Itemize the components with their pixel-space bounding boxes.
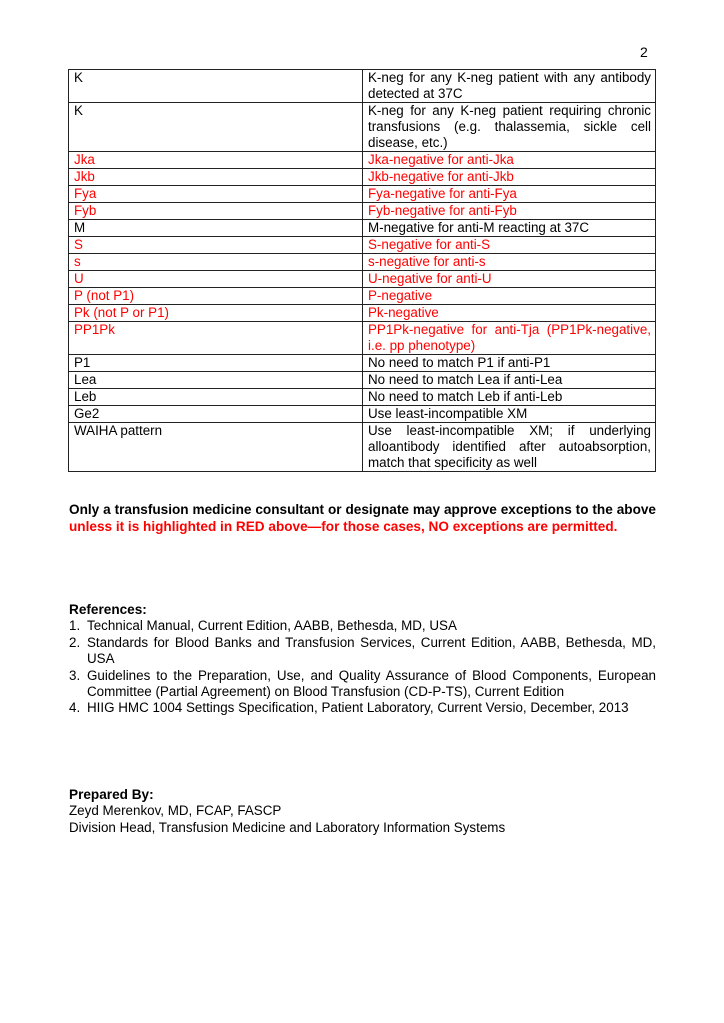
table-row	[69, 288, 656, 305]
requirement-cell: PP1Pk-negative for anti-Tja (PP1Pk-negative, i.e. pp phenotype)	[363, 322, 656, 355]
antigen-cell: K	[69, 70, 363, 103]
requirement-cell: K-neg for any K-neg patient with any antibody detected at 37C	[363, 70, 656, 103]
antigen-cell: WAIHA pattern	[69, 423, 363, 472]
table-row	[69, 372, 656, 389]
table-row	[69, 355, 656, 372]
antigen-matching-table	[68, 69, 656, 472]
table-row	[69, 152, 656, 169]
table-row	[69, 186, 656, 203]
antigen-cell: Fya	[69, 186, 363, 203]
reference-item	[69, 700, 656, 716]
antigen-cell: s	[69, 254, 363, 271]
requirement-cell: s-negative for anti-s	[363, 254, 656, 271]
requirement-cell: No need to match Lea if anti-Lea	[363, 372, 656, 389]
references-heading: References:	[69, 602, 147, 617]
antigen-cell: Lea	[69, 372, 363, 389]
reference-text: HIIG HMC 1004 Settings Specification, Patient Laboratory, Current Versio, December, 2013	[87, 700, 629, 716]
requirement-cell: M-negative for anti-M reacting at 37C	[363, 220, 656, 237]
requirement-cell: No need to match Leb if anti-Leb	[363, 389, 656, 406]
page-number: 2	[640, 44, 648, 60]
requirement-cell: No need to match P1 if anti-P1	[363, 355, 656, 372]
author-name: Zeyd Merenkov, MD, FCAP, FASCP	[69, 803, 282, 819]
reference-item	[69, 668, 656, 701]
requirement-cell: Fyb-negative for anti-Fyb	[363, 203, 656, 220]
antigen-cell: U	[69, 271, 363, 288]
note-highlighted-text: unless it is highlighted in RED above—for those cases, NO exceptions are permitted.	[69, 519, 618, 534]
table-row	[69, 237, 656, 254]
antigen-cell: Pk (not P or P1)	[69, 305, 363, 322]
table-row	[69, 220, 656, 237]
requirement-cell: Fya-negative for anti-Fya	[363, 186, 656, 203]
reference-item	[69, 635, 656, 668]
requirement-cell: S-negative for anti-S	[363, 237, 656, 254]
requirement-cell: Jka-negative for anti-Jka	[363, 152, 656, 169]
table-body	[69, 70, 656, 472]
antigen-cell: Ge2	[69, 406, 363, 423]
exceptions-note	[69, 501, 656, 535]
antigen-cell: Leb	[69, 389, 363, 406]
requirement-cell: Jkb-negative for anti-Jkb	[363, 169, 656, 186]
author-title: Division Head, Transfusion Medicine and Laboratory Information Systems	[69, 819, 506, 835]
requirement-cell: Use least-incompatible XM; if underlying alloantibody identified after autoabsorption, match that specificity as well	[363, 423, 656, 472]
prepared-by-section	[69, 787, 656, 836]
table-row	[69, 389, 656, 406]
prepared-by-heading: Prepared By:	[69, 787, 154, 802]
reference-text: Technical Manual, Current Edition, AABB, Bethesda, MD, USA	[87, 618, 457, 634]
reference-number: 2.	[69, 634, 81, 650]
reference-number: 3.	[69, 667, 81, 683]
table-row	[69, 406, 656, 423]
reference-number: 4.	[69, 700, 81, 716]
antigen-cell: K	[69, 103, 363, 152]
requirement-cell: Pk-negative	[363, 305, 656, 322]
requirement-cell: P-negative	[363, 288, 656, 305]
antigen-cell: Fyb	[69, 203, 363, 220]
requirement-cell: U-negative for anti-U	[363, 271, 656, 288]
requirement-cell: Use least-incompatible XM	[363, 406, 656, 423]
table-row	[69, 423, 656, 472]
table-row	[69, 70, 656, 103]
reference-text: Guidelines to the Preparation, Use, and Quality Assurance of Blood Components, European Committee (Partial Agreement) on Blood Transfusion (CD-P-TS), Current Edition	[87, 667, 656, 700]
antigen-cell: S	[69, 237, 363, 254]
table-row	[69, 203, 656, 220]
requirement-cell: K-neg for any K-neg patient requiring chronic transfusions (e.g. thalassemia, sickle cell disease, etc.)	[363, 103, 656, 152]
antigen-cell: Jka	[69, 152, 363, 169]
references-list	[69, 618, 656, 716]
table-row	[69, 322, 656, 355]
antigen-cell: PP1Pk	[69, 322, 363, 355]
note-text: Only a transfusion medicine consultant or designate may approve exceptions to the above	[69, 502, 656, 517]
reference-number: 1.	[69, 618, 81, 634]
table-row	[69, 305, 656, 322]
reference-item	[69, 618, 656, 634]
table-row	[69, 271, 656, 288]
reference-text: Standards for Blood Banks and Transfusion Services, Current Edition, AABB, Bethesda, MD, USA	[87, 634, 656, 667]
references-section	[69, 602, 656, 717]
antigen-cell: P1	[69, 355, 363, 372]
antigen-cell: Jkb	[69, 169, 363, 186]
table-row	[69, 169, 656, 186]
table-row	[69, 254, 656, 271]
table-row	[69, 103, 656, 152]
antigen-cell: M	[69, 220, 363, 237]
antigen-cell: P (not P1)	[69, 288, 363, 305]
